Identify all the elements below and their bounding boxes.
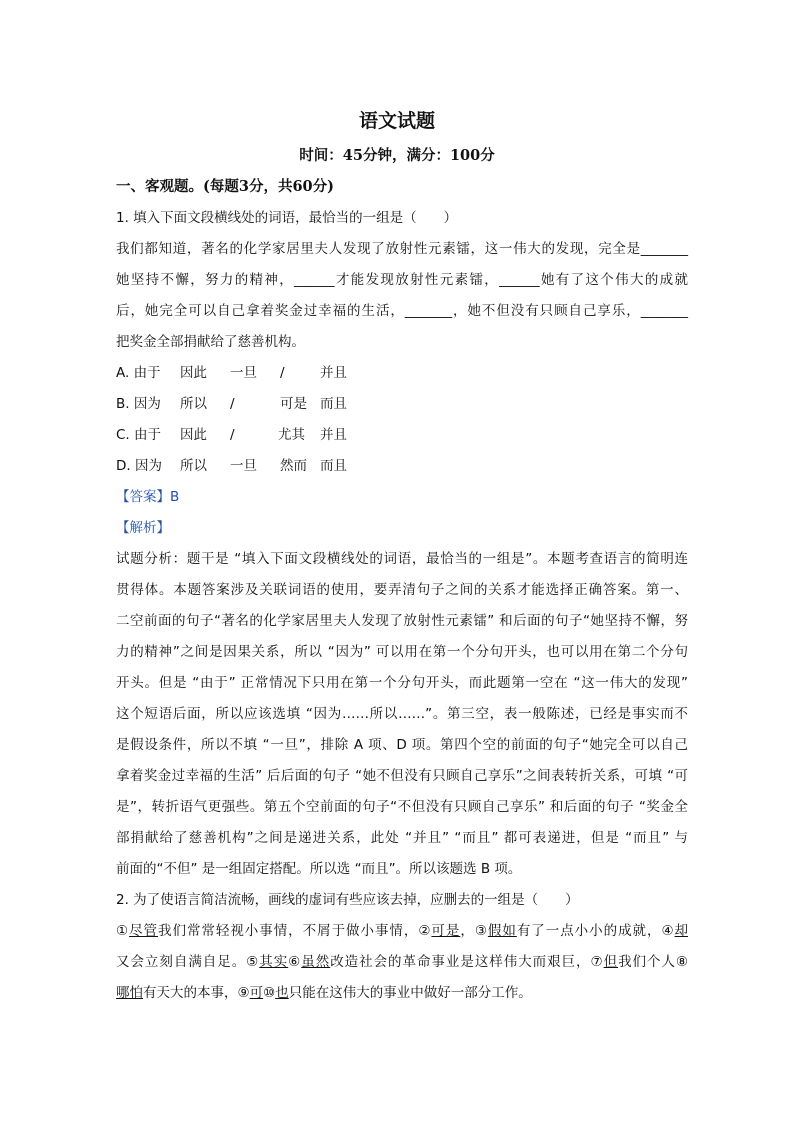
section-heading: 一、客观题。(每题3分，共60分) xyxy=(116,178,334,195)
analysis-line: 贯得体。本题答案涉及关联词语的使用，要弄清句子之间的关系才能选择正确答案。第一、 xyxy=(116,582,688,598)
analysis-line: 开头。但是 “由于” 正常情况下只用在第一个分句开头，而此题第一空在 “这一伟大的发现” xyxy=(116,675,688,691)
analysis-line: 拿着奖金过幸福的生活” 后后面的句子 “她不但没有只顾自己享乐”之间表转折关系，可填 “可 xyxy=(116,768,688,784)
q1-para-line: 我们都知道，著名的化学家居里夫人发现了放射性元素镭，这一伟大的发现，完全是_______ xyxy=(116,241,688,257)
underlined-function-word: 也 xyxy=(275,985,289,1001)
underlined-function-word: 假如 xyxy=(487,923,517,939)
passage-text: 有了一点小小的成就，④ xyxy=(516,923,675,939)
q1-para-line: 后，她完全可以自己拿着奖金过幸福的生活，_______，她不但没有只顾自己享乐，_______ xyxy=(116,303,688,319)
passage-text: 只能在这伟大的事业中做好一部分工作。 xyxy=(288,985,532,1001)
page-title: 语文试题 xyxy=(358,110,435,132)
q1-option-c xyxy=(116,425,688,445)
underlined-function-word: 可 xyxy=(249,985,264,1001)
option-word: 所以 xyxy=(180,458,207,474)
underlined-function-word: 哪怕 xyxy=(116,985,143,1001)
q1-stem: 1. 填入下面文段横线处的词语，最恰当的一组是（ ） xyxy=(116,210,458,226)
analysis-line: 试题分析：题干是 “填入下面文段横线处的词语，最恰当的一组是”。本题考查语言的简明连 xyxy=(116,551,688,567)
underlined-function-word: 却 xyxy=(674,923,689,939)
option-word: / xyxy=(230,427,235,443)
analysis-line: 前面的“不但” 是一组固定搭配。所以选 “而且”。所以该题选 B 项。 xyxy=(116,861,522,877)
q1-para-line: 把奖金全部捐献给了慈善机构。 xyxy=(116,334,305,350)
passage-text: 我们个人⑧ xyxy=(618,954,689,970)
analysis-line: 是”，转折语气更强些。第五个空前面的句子“不但没有只顾自己享乐” 和后面的句子 “奖金全 xyxy=(116,799,688,815)
answer-label: 【答案】B xyxy=(116,489,180,505)
q2-stem: 2. 为了使语言简洁流畅，画线的虚词有些应该去掉，应删去的一组是（ ） xyxy=(116,892,579,908)
passage-text: ，③ xyxy=(460,923,488,939)
analysis-line: 是假设条件，所以不填 “一旦”，排除 A 项、D 项。第四个空的前面的句子“她完全可以自己 xyxy=(116,737,688,753)
passage-text: ⑩ xyxy=(263,985,276,1001)
option-word: 一旦 xyxy=(230,365,257,381)
underlined-function-word: 尽管 xyxy=(129,923,159,939)
option-word: 并且 xyxy=(320,427,347,443)
option-word: 可是 xyxy=(280,396,307,412)
option-word: C. 由于 xyxy=(116,427,162,443)
option-word: D. 因为 xyxy=(116,458,162,474)
option-word: / xyxy=(280,365,285,381)
exam-time-score: 时间：45分钟，满分：100分 xyxy=(299,147,495,164)
passage-text: 改造社会的革命事业是这样伟大而艰巨，⑦ xyxy=(330,954,604,970)
underlined-function-word: 可是 xyxy=(431,923,461,939)
option-word: 尤其 xyxy=(278,427,305,443)
underlined-function-word: 但 xyxy=(603,954,619,970)
option-word: B. 因为 xyxy=(116,396,161,412)
passage-text: ⑥ xyxy=(288,954,302,970)
analysis-line: 力的精神”之间是因果关系，所以 “因为” 可以用在第一个分句开头，也可以用在第二个分句 xyxy=(116,644,688,660)
option-word: 然而 xyxy=(280,458,307,474)
analysis-line: 部捐献给了慈善机构”之间是递进关系，此处 “并且” “而且” 都可表递进，但是 “而且” 与 xyxy=(116,830,688,846)
option-word: 而且 xyxy=(320,396,347,412)
q2-passage-line xyxy=(116,983,688,1003)
option-word: 因此 xyxy=(180,365,207,381)
q1-option-a xyxy=(116,363,688,383)
option-word: / xyxy=(230,396,235,412)
underlined-function-word: 虽然 xyxy=(301,954,331,970)
q1-option-d xyxy=(116,456,688,476)
passage-text: ① xyxy=(116,923,130,939)
option-word: 而且 xyxy=(320,458,347,474)
analysis-line: 二空前面的句子“著名的化学家居里夫人发现了放射性元素镭” 和后面的句子“她坚持不懈，努 xyxy=(116,613,688,629)
option-word: A. 由于 xyxy=(116,365,161,381)
q2-passage-line xyxy=(116,921,688,941)
underlined-function-word: 其实 xyxy=(259,954,289,970)
option-word: 因此 xyxy=(180,427,207,443)
q1-para-line: 她坚持不懈，努力的精神，______才能发现放射性元素镭，______她有了这个伟大的成就 xyxy=(116,272,688,288)
analysis-label: 【解析】 xyxy=(116,520,170,536)
option-word: 并且 xyxy=(320,365,347,381)
q1-option-b xyxy=(116,394,688,414)
analysis-line: 这个短语后面，所以应该选填 “因为……所以……”。第三空，表一般陈述，已经是事实而不 xyxy=(116,706,688,722)
option-word: 一旦 xyxy=(230,458,257,474)
passage-text: 又会立刻自满自足。⑤ xyxy=(116,954,260,970)
passage-text: 我们常常轻视小事情，不屑于做小事情，② xyxy=(158,923,432,939)
passage-text: 有天大的本事，⑨ xyxy=(143,985,250,1001)
q2-passage-line xyxy=(116,952,688,972)
option-word: 所以 xyxy=(180,396,207,412)
